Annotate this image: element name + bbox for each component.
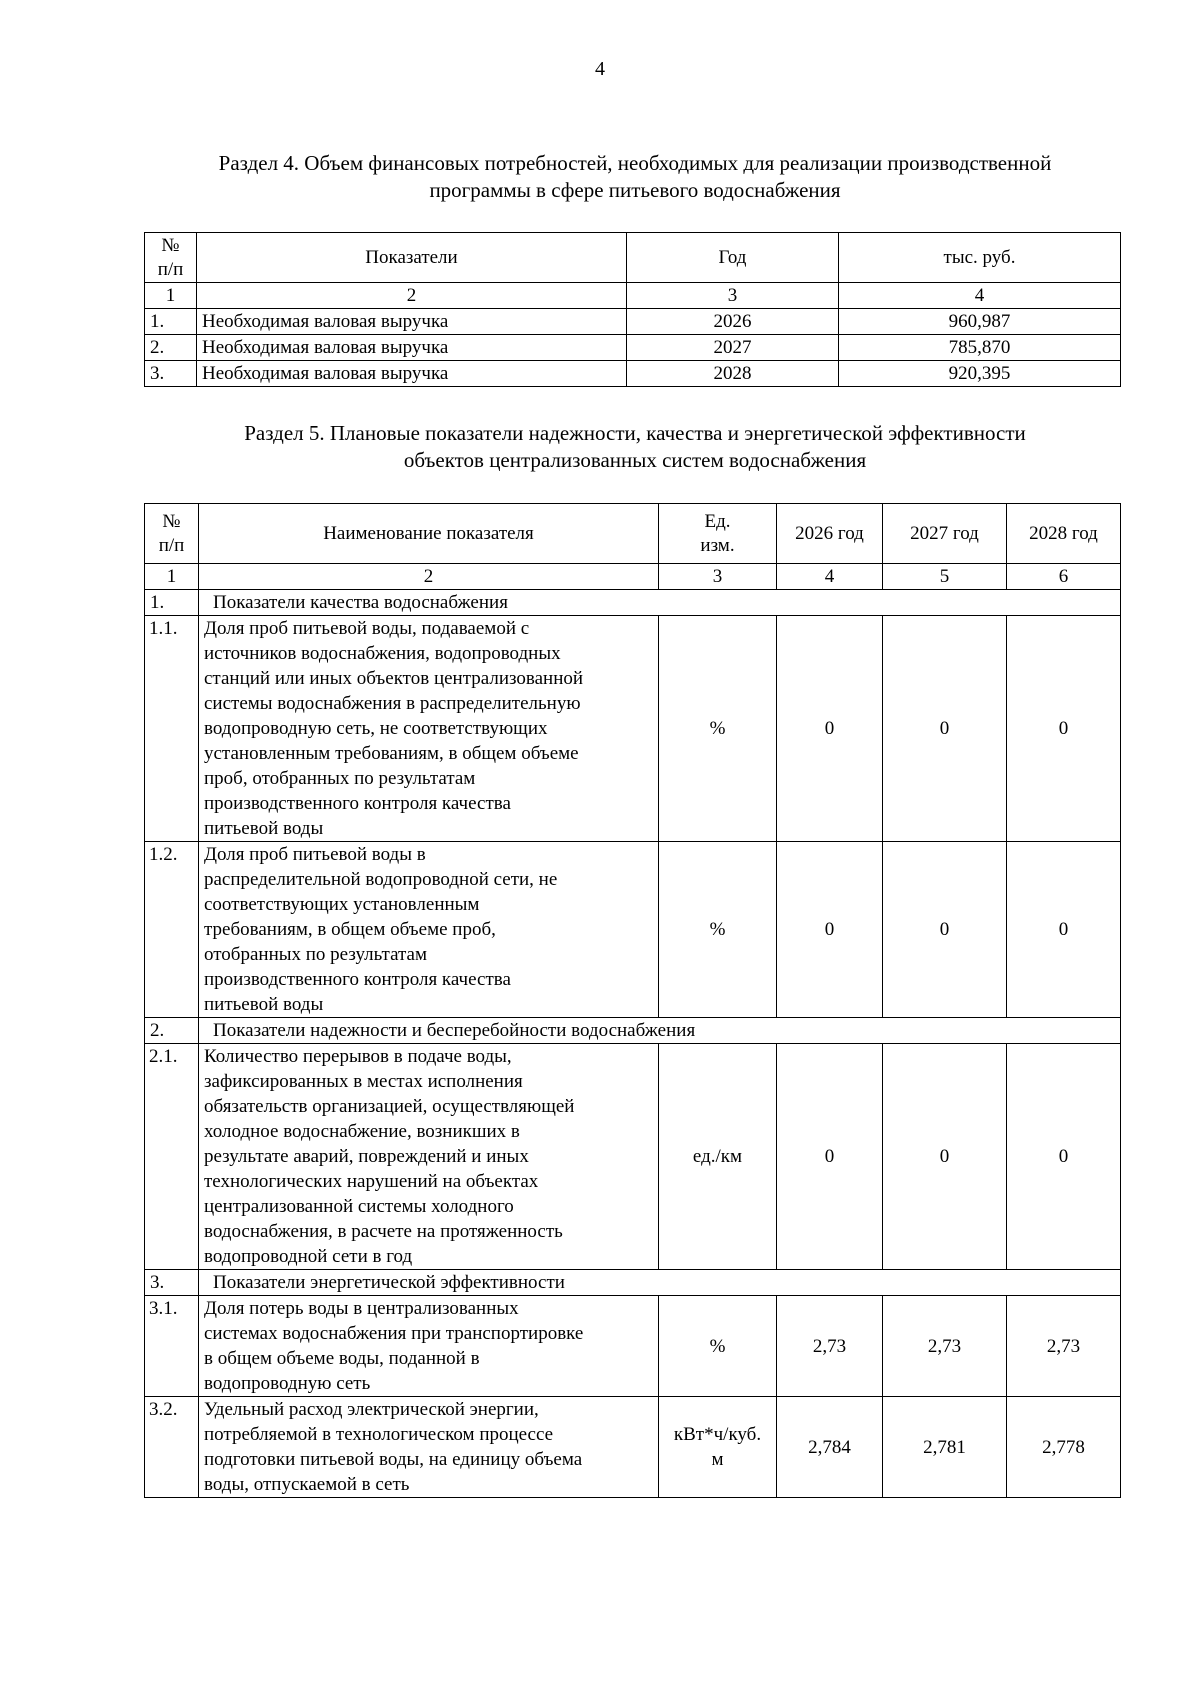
row-year: 2028 [627, 361, 839, 387]
unit-line: % [709, 1335, 726, 1357]
row-unit [659, 616, 777, 842]
row-description [199, 842, 659, 1018]
row-num: 1.1. [145, 616, 199, 842]
description-line: воды, отпускаемой в сеть [204, 1474, 410, 1495]
description-line: отобранных по результатам [204, 944, 427, 965]
description-line: станций или иных объектов централизованной [204, 668, 584, 689]
section-4-title-line-2: программы в сфере питьевого водоснабжения [429, 178, 841, 202]
description-line: холодное водоснабжение, возникших в [204, 1121, 520, 1142]
table-row [145, 309, 1121, 335]
header-num-line-2: п/п [157, 258, 184, 280]
description-line: проб, отобранных по результатам [204, 768, 476, 789]
description-line: водопроводной сети в год [204, 1246, 413, 1267]
table-header-row [145, 504, 1121, 564]
unit-line: м [711, 1449, 724, 1470]
row-year: 2027 [627, 335, 839, 361]
col-number: 4 [839, 283, 1121, 309]
description-line: требованиям, в общем объеме проб, [204, 919, 496, 940]
row-value: 960,987 [839, 309, 1121, 335]
row-description [199, 616, 659, 842]
row-indicator: Необходимая валовая выручка [197, 335, 627, 361]
row-num: 3.1. [145, 1296, 199, 1397]
row-num: 2. [145, 335, 197, 361]
table-row [145, 361, 1121, 387]
description-line: централизованной системы холодного [204, 1196, 514, 1217]
value-2027: 2,781 [883, 1397, 1007, 1498]
unit-line: % [709, 718, 726, 739]
value-2028: 2,778 [1007, 1397, 1121, 1498]
group-num: 1. [145, 590, 199, 616]
header-unit-line-2: изм. [700, 534, 735, 556]
row-description [199, 1044, 659, 1270]
table-header-row [145, 233, 1121, 283]
description-line: Количество перерывов в подаче воды, [204, 1046, 512, 1067]
table-row [145, 1044, 1121, 1270]
description-line: водопроводную сеть, не соответствующих [204, 718, 548, 739]
value-2026: 0 [777, 842, 883, 1018]
value-2026: 0 [777, 1044, 883, 1270]
description-line: технологических нарушений на объектах [204, 1171, 539, 1192]
value-2026: 2,73 [777, 1296, 883, 1397]
section-4-title [140, 150, 1130, 204]
unit-line: ед./км [692, 1146, 743, 1167]
description-line: питьевой воды [204, 994, 324, 1015]
row-value: 920,395 [839, 361, 1121, 387]
header-unit [659, 504, 777, 564]
description-line: соответствующих установленным [204, 894, 480, 915]
unit-line: кВт*ч/куб. [673, 1424, 762, 1445]
col-number: 3 [659, 564, 777, 590]
col-number: 1 [145, 283, 197, 309]
col-number: 5 [883, 564, 1007, 590]
description-line: зафиксированных в местах исполнения [204, 1071, 523, 1092]
value-2027: 0 [883, 616, 1007, 842]
header-indicator: Показатели [197, 233, 627, 283]
header-num-line-2: п/п [158, 534, 185, 556]
row-num: 1.2. [145, 842, 199, 1018]
header-num [145, 233, 197, 283]
value-2028: 0 [1007, 1044, 1121, 1270]
description-line: обязательств организацией, осуществляющей [204, 1096, 575, 1117]
header-2027: 2027 год [883, 504, 1007, 564]
description-line: источников водоснабжения, водопроводных [204, 643, 561, 664]
description-line: Удельный расход электрической энергии, [204, 1399, 539, 1420]
value-2026: 2,784 [777, 1397, 883, 1498]
description-line: системах водоснабжения при транспортировке [204, 1323, 584, 1344]
description-line: подготовки питьевой воды, на единицу объема [204, 1449, 583, 1470]
row-num: 3. [145, 361, 197, 387]
group-num: 2. [145, 1018, 199, 1044]
row-unit [659, 842, 777, 1018]
description-line: производственного контроля качества [204, 969, 511, 990]
section-group-row [145, 1018, 1121, 1044]
header-num-line-1: № [161, 234, 180, 256]
row-indicator: Необходимая валовая выручка [197, 361, 627, 387]
header-2028: 2028 год [1007, 504, 1121, 564]
financial-needs-table [144, 232, 1121, 387]
group-title: Показатели надежности и бесперебойности водоснабжения [199, 1018, 1121, 1044]
col-number: 4 [777, 564, 883, 590]
table-row [145, 1296, 1121, 1397]
description-line: установленным требованиям, в общем объеме [204, 743, 579, 764]
description-line: Доля проб питьевой воды в [204, 844, 426, 865]
row-num: 1. [145, 309, 197, 335]
header-unit-line-1: Ед. [704, 510, 731, 532]
description-line: результате аварий, повреждений и иных [204, 1146, 529, 1167]
row-year: 2026 [627, 309, 839, 335]
group-title: Показатели качества водоснабжения [199, 590, 1121, 616]
section-group-row [145, 590, 1121, 616]
value-2026: 0 [777, 616, 883, 842]
indicators-table [144, 503, 1121, 1498]
value-2027: 0 [883, 842, 1007, 1018]
header-num [145, 504, 199, 564]
row-unit [659, 1044, 777, 1270]
header-2026: 2026 год [777, 504, 883, 564]
description-line: системы водоснабжения в распределительную [204, 693, 581, 714]
header-year: Год [627, 233, 839, 283]
col-number: 1 [145, 564, 199, 590]
description-line: потребляемой в технологическом процессе [204, 1424, 554, 1445]
group-title: Показатели энергетической эффективности [199, 1270, 1121, 1296]
table-row [145, 842, 1121, 1018]
row-num: 3.2. [145, 1397, 199, 1498]
row-description [199, 1296, 659, 1397]
table-row [145, 1397, 1121, 1498]
col-number: 2 [199, 564, 659, 590]
table-row [145, 616, 1121, 842]
col-number: 6 [1007, 564, 1121, 590]
row-indicator: Необходимая валовая выручка [197, 309, 627, 335]
section-5-title [140, 420, 1130, 474]
description-line: производственного контроля качества [204, 793, 511, 814]
description-line: Доля потерь воды в централизованных [204, 1298, 519, 1319]
header-num-line-1: № [162, 510, 181, 532]
description-line: распределительной водопроводной сети, не [204, 869, 558, 890]
value-2028: 0 [1007, 616, 1121, 842]
row-description [199, 1397, 659, 1498]
header-value: тыс. руб. [839, 233, 1121, 283]
section-group-row [145, 1270, 1121, 1296]
page-number: 4 [595, 58, 605, 80]
header-name: Наименование показателя [199, 504, 659, 564]
unit-line: % [709, 919, 726, 940]
description-line: водоснабжения, в расчете на протяженность [204, 1221, 563, 1242]
section-5-title-line-1: Раздел 5. Плановые показатели надежности, качества и энергетической эффективности [244, 421, 1026, 445]
col-number: 3 [627, 283, 839, 309]
description-line: Доля проб питьевой воды, подаваемой с [204, 618, 530, 639]
description-line: водопроводную сеть [204, 1373, 371, 1394]
row-unit [659, 1397, 777, 1498]
value-2027: 2,73 [883, 1296, 1007, 1397]
row-num: 2.1. [145, 1044, 199, 1270]
table-row [145, 335, 1121, 361]
col-number: 2 [197, 283, 627, 309]
row-unit [659, 1296, 777, 1397]
section-4-title-line-1: Раздел 4. Объем финансовых потребностей, необходимых для реализации производственной [218, 151, 1052, 175]
value-2027: 0 [883, 1044, 1007, 1270]
description-line: питьевой воды [204, 818, 324, 839]
row-value: 785,870 [839, 335, 1121, 361]
group-num: 3. [145, 1270, 199, 1296]
column-number-row [145, 283, 1121, 309]
section-5-title-line-2: объектов централизованных систем водоснабжения [403, 448, 867, 472]
value-2028: 0 [1007, 842, 1121, 1018]
column-number-row [145, 564, 1121, 590]
value-2028: 2,73 [1007, 1296, 1121, 1397]
description-line: в общем объеме воды, поданной в [204, 1348, 480, 1369]
